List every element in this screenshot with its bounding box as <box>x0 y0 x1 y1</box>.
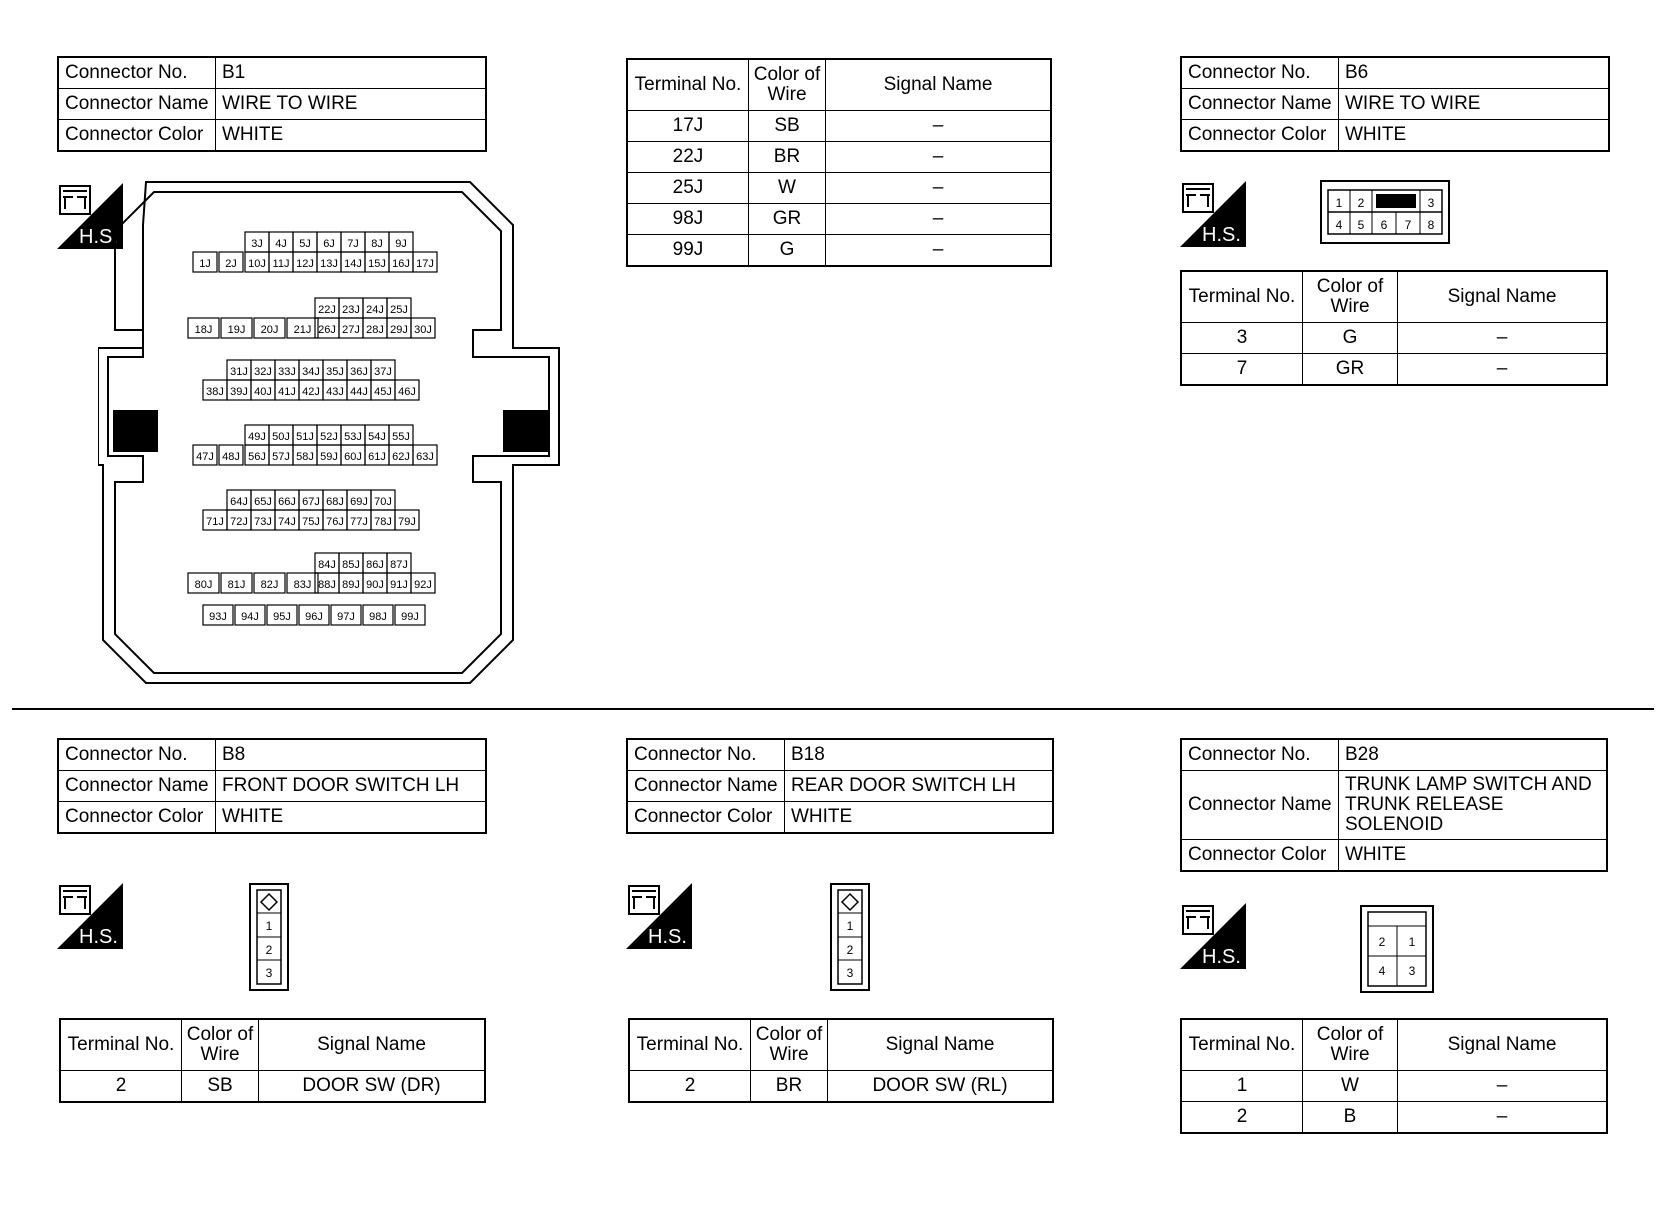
b18-pin-1: 1 <box>846 919 854 933</box>
signal-name-cell: – <box>1398 354 1608 386</box>
b1-pin-label: 27J <box>342 324 360 336</box>
b1-pin-label: 98J <box>369 611 387 623</box>
b1-pin-label: 17J <box>416 258 434 270</box>
b1-pin-label: 35J <box>326 366 344 378</box>
b1-pin-label: 63J <box>416 451 434 463</box>
wire-color-cell: SB <box>749 111 826 142</box>
terminal-no-cell: 25J <box>627 173 749 204</box>
b1-pin-label: 53J <box>344 431 362 443</box>
b28-pin-1: 1 <box>1408 935 1416 949</box>
b1-pin-label: 89J <box>342 579 360 591</box>
terminal-no-cell: 3 <box>1181 323 1303 354</box>
b1-pin-label: 86J <box>366 559 384 571</box>
terminal-no-cell: 17J <box>627 111 749 142</box>
hs-badge-label: H.S. <box>1202 946 1241 968</box>
b1-pin-label: 39J <box>230 386 248 398</box>
b1-pin-label: 43J <box>326 386 344 398</box>
terminal-row <box>60 1071 485 1103</box>
b1-pin-label: 54J <box>368 431 386 443</box>
b1-pin-label: 81J <box>227 579 246 591</box>
b1-pin-label: 94J <box>241 611 259 623</box>
b1-pin-label: 64J <box>230 496 248 508</box>
connector-no-label: Connector No. <box>1181 57 1339 89</box>
b1-pin-label: 11J <box>272 258 290 270</box>
terminal-no-cell: 7 <box>1181 354 1303 386</box>
b1-pin-label: 71J <box>206 516 224 528</box>
b1-pin-label: 28J <box>366 324 384 336</box>
connector-no-label: Connector No. <box>1181 739 1339 771</box>
terminal-row <box>1181 323 1607 354</box>
b1-connector-name: WIRE TO WIRE <box>216 89 487 120</box>
b1-pin-label: 49J <box>248 431 266 443</box>
b1-pin-label: 10J <box>248 258 266 270</box>
connector-color-label: Connector Color <box>627 802 785 834</box>
terminal-no-cell: 98J <box>627 204 749 235</box>
b1-pin-label: 57J <box>272 451 290 463</box>
b8-connector-name: FRONT DOOR SWITCH LH <box>216 771 487 802</box>
b1-pin-label: 78J <box>374 516 392 528</box>
color-of-wire-header: Color of Wire <box>182 1019 259 1071</box>
b6-pin-8: 8 <box>1427 218 1435 232</box>
b6-pin-3: 3 <box>1427 196 1435 210</box>
wire-color-cell: W <box>749 173 826 204</box>
b6-pin-2: 2 <box>1357 196 1365 210</box>
b18-pin-3: 3 <box>846 966 854 980</box>
b1-pin-label: 55J <box>392 431 410 443</box>
connector-name-label: Connector Name <box>1181 771 1339 840</box>
connector-name-label: Connector Name <box>58 771 216 802</box>
b1-pin-label: 15J <box>368 258 386 270</box>
hs-badge-label: H.S. <box>79 226 118 248</box>
b1-pin-label: 74J <box>278 516 296 528</box>
b1-pin-label: 72J <box>230 516 248 528</box>
connector-no-label: Connector No. <box>627 739 785 771</box>
b1-pin-label: 82J <box>260 579 279 591</box>
b1-pin-label: 38J <box>206 386 224 398</box>
b8-connector-color: WHITE <box>216 802 487 834</box>
b6-terminal-table <box>1180 270 1608 386</box>
signal-name-header: Signal Name <box>828 1019 1054 1071</box>
b1-pin-label: 31J <box>230 366 248 378</box>
color-of-wire-header: Color of Wire <box>1303 271 1398 323</box>
terminal-no-cell: 2 <box>1181 1102 1303 1134</box>
b1-pin-label: 69J <box>350 496 368 508</box>
b1-pin-label: 62J <box>392 451 410 463</box>
b18-pin-2: 2 <box>846 943 854 957</box>
b28-pin-3: 3 <box>1408 964 1416 978</box>
b1-pin-label: 12J <box>296 258 314 270</box>
b1-pin-label: 22J <box>318 304 336 316</box>
connector-hs-icon <box>1180 181 1246 247</box>
b6-connector-no: B6 <box>1339 57 1610 89</box>
wire-color-cell: SB <box>182 1071 259 1103</box>
connector-no-label: Connector No. <box>58 739 216 771</box>
wire-color-cell: BR <box>749 142 826 173</box>
connector-name-label: Connector Name <box>1181 89 1339 120</box>
b1-pin-label: 18J <box>194 324 213 336</box>
b6-pin-4: 4 <box>1335 218 1343 232</box>
b6-connector-name: WIRE TO WIRE <box>1339 89 1610 120</box>
b28-connector-no: B28 <box>1339 739 1608 771</box>
b18-connector-info <box>626 738 1054 834</box>
connector-hs-icon <box>1180 903 1246 969</box>
b1-pin-label: 8J <box>371 238 383 250</box>
b1-pin-label: 33J <box>278 366 296 378</box>
b1-pin-label: 61J <box>368 451 386 463</box>
color-of-wire-header: Color of Wire <box>749 59 826 111</box>
terminal-row <box>1181 354 1607 386</box>
b1-pin-label: 25J <box>390 304 408 316</box>
terminal-no-header: Terminal No. <box>1181 271 1303 323</box>
terminal-row <box>629 1071 1053 1103</box>
b1-terminal-table <box>626 58 1052 267</box>
b1-pin-label: 6J <box>323 238 335 250</box>
b1-pin-label: 26J <box>318 324 336 336</box>
wire-color-cell: W <box>1303 1071 1398 1102</box>
b1-pin-label: 5J <box>299 238 311 250</box>
b28-connector-name: TRUNK LAMP SWITCH AND TRUNK RELEASE SOLENOID <box>1339 771 1608 840</box>
terminal-no-header: Terminal No. <box>60 1019 182 1071</box>
hs-badge-label: H.S. <box>648 926 687 948</box>
b28-pin-2: 2 <box>1378 935 1386 949</box>
b1-pin-label: 65J <box>254 496 272 508</box>
signal-name-cell: – <box>826 173 1052 204</box>
b1-connector-info <box>57 56 487 152</box>
signal-name-header: Signal Name <box>259 1019 486 1071</box>
b1-connector-color: WHITE <box>216 120 487 152</box>
b6-pin-1: 1 <box>1335 196 1343 210</box>
b1-pin-label: 48J <box>222 451 240 463</box>
b6-connector-color: WHITE <box>1339 120 1610 152</box>
b1-pin-label: 90J <box>366 579 384 591</box>
b1-pin-label: 30J <box>414 324 432 336</box>
terminal-row <box>627 142 1051 173</box>
terminal-no-cell: 1 <box>1181 1071 1303 1102</box>
b1-pin-label: 46J <box>398 386 416 398</box>
b18-connector-no: B18 <box>785 739 1054 771</box>
terminal-no-header: Terminal No. <box>1181 1019 1303 1071</box>
b1-pin-label: 37J <box>374 366 392 378</box>
b1-pin-label: 66J <box>278 496 296 508</box>
hs-badge-label: H.S. <box>79 926 118 948</box>
signal-name-cell: – <box>826 142 1052 173</box>
b1-pin-label: 1J <box>199 258 211 270</box>
b1-pin-label: 23J <box>342 304 360 316</box>
b1-pin-label: 70J <box>374 496 392 508</box>
b8-pin-2: 2 <box>265 943 273 957</box>
b1-pin-label: 58J <box>296 451 314 463</box>
b1-pin-label: 29J <box>390 324 408 336</box>
signal-name-header: Signal Name <box>826 59 1052 111</box>
connector-color-label: Connector Color <box>1181 120 1339 152</box>
b1-pin-label: 59J <box>320 451 338 463</box>
connector-color-label: Connector Color <box>58 802 216 834</box>
b1-pin-label: 7J <box>347 238 359 250</box>
terminal-no-cell: 22J <box>627 142 749 173</box>
signal-name-cell: DOOR SW (RL) <box>828 1071 1054 1103</box>
b1-pin-label: 16J <box>392 258 410 270</box>
b1-pin-label: 99J <box>401 611 419 623</box>
b1-pin-label: 20J <box>260 324 279 336</box>
b8-pin-3: 3 <box>265 966 273 980</box>
b1-pin-label: 68J <box>326 496 344 508</box>
terminal-row <box>1181 1071 1607 1102</box>
b1-pin-label: 75J <box>302 516 320 528</box>
b8-terminal-table <box>59 1018 486 1103</box>
color-of-wire-header: Color of Wire <box>751 1019 828 1071</box>
b18-connector-face <box>830 883 870 991</box>
b6-connector-info <box>1180 56 1610 152</box>
terminal-row <box>1181 1102 1607 1134</box>
b1-pin-label: 36J <box>350 366 368 378</box>
terminal-row <box>627 111 1051 142</box>
b1-pin-label: 50J <box>272 431 290 443</box>
b1-pin-label: 13J <box>320 258 338 270</box>
b18-terminal-table <box>628 1018 1054 1103</box>
connector-hs-icon <box>626 883 692 949</box>
b1-pin-label: 2J <box>225 258 237 270</box>
hs-badge-label: H.S. <box>1202 224 1241 246</box>
b1-pin-label: 80J <box>194 579 213 591</box>
terminal-no-header: Terminal No. <box>627 59 749 111</box>
wire-color-cell: G <box>1303 323 1398 354</box>
b8-connector-no: B8 <box>216 739 487 771</box>
b1-pin-label: 19J <box>227 324 246 336</box>
signal-name-cell: – <box>826 111 1052 142</box>
wire-color-cell: GR <box>1303 354 1398 386</box>
b1-pin-label: 24J <box>366 304 384 316</box>
b6-connector-face <box>1320 180 1450 244</box>
b1-pin-label: 45J <box>374 386 392 398</box>
signal-name-cell: DOOR SW (DR) <box>259 1071 486 1103</box>
b6-pin-7: 7 <box>1404 218 1412 232</box>
signal-name-cell: – <box>826 235 1052 267</box>
b1-pin-label: 51J <box>296 431 314 443</box>
terminal-row <box>627 235 1051 267</box>
connector-hs-icon <box>57 883 123 949</box>
b1-pin-label: 95J <box>273 611 291 623</box>
terminal-row <box>627 173 1051 204</box>
section-divider <box>12 708 1654 710</box>
wire-color-cell: BR <box>751 1071 828 1103</box>
signal-name-header: Signal Name <box>1398 271 1608 323</box>
b28-pin-4: 4 <box>1378 964 1386 978</box>
b8-connector-info <box>57 738 487 834</box>
b1-pin-label: 9J <box>395 238 407 250</box>
b6-pin-6: 6 <box>1380 218 1388 232</box>
b28-connector-info <box>1180 738 1608 872</box>
b1-pin-label: 56J <box>248 451 266 463</box>
signal-name-cell: – <box>826 204 1052 235</box>
b18-connector-name: REAR DOOR SWITCH LH <box>785 771 1054 802</box>
b1-pin-label: 96J <box>305 611 323 623</box>
b18-connector-color: WHITE <box>785 802 1054 834</box>
b1-pin-label: 76J <box>326 516 344 528</box>
b1-pin-label: 42J <box>302 386 320 398</box>
b1-pin-label: 84J <box>318 559 336 571</box>
b1-pin-label: 47J <box>196 451 214 463</box>
b1-pin-label: 88J <box>318 579 336 591</box>
b1-pin-label: 85J <box>342 559 360 571</box>
b28-connector-face <box>1360 905 1434 993</box>
b1-pin-label: 87J <box>390 559 408 571</box>
b1-pin-label: 83J <box>293 579 312 591</box>
wire-color-cell: G <box>749 235 826 267</box>
b1-pin-label: 73J <box>254 516 272 528</box>
b1-connector-no: B1 <box>216 57 487 89</box>
b1-pin-label: 67J <box>302 496 320 508</box>
b8-connector-face <box>249 883 289 991</box>
b1-pin-label: 60J <box>344 451 362 463</box>
b1-pin-label: 93J <box>209 611 227 623</box>
b1-pin-label: 32J <box>254 366 272 378</box>
b8-pin-1: 1 <box>265 919 273 933</box>
signal-name-header: Signal Name <box>1398 1019 1608 1071</box>
b1-pin-label: 91J <box>390 579 408 591</box>
b1-pin-label: 21J <box>293 324 312 336</box>
b1-pin-label: 34J <box>302 366 320 378</box>
connector-no-label: Connector No. <box>58 57 216 89</box>
signal-name-cell: – <box>1398 1071 1608 1102</box>
b1-connector-face <box>98 180 563 685</box>
b1-pin-label: 77J <box>350 516 368 528</box>
terminal-row <box>627 204 1051 235</box>
connector-color-label: Connector Color <box>1181 840 1339 872</box>
b1-pin-label: 3J <box>251 238 263 250</box>
connector-name-label: Connector Name <box>627 771 785 802</box>
connector-color-label: Connector Color <box>58 120 216 152</box>
b28-terminal-table <box>1180 1018 1608 1134</box>
wire-color-cell: GR <box>749 204 826 235</box>
b1-pin-label: 79J <box>398 516 416 528</box>
terminal-no-cell: 99J <box>627 235 749 267</box>
b28-connector-color: WHITE <box>1339 840 1608 872</box>
terminal-no-header: Terminal No. <box>629 1019 751 1071</box>
signal-name-cell: – <box>1398 1102 1608 1134</box>
b1-pin-label: 97J <box>337 611 355 623</box>
b1-pin-label: 92J <box>414 579 432 591</box>
wire-color-cell: B <box>1303 1102 1398 1134</box>
connector-name-label: Connector Name <box>58 89 216 120</box>
b1-pin-label: 52J <box>320 431 338 443</box>
signal-name-cell: – <box>1398 323 1608 354</box>
terminal-no-cell: 2 <box>629 1071 751 1103</box>
b1-pin-label: 44J <box>350 386 368 398</box>
b1-pin-label: 4J <box>275 238 287 250</box>
terminal-no-cell: 2 <box>60 1071 182 1103</box>
b6-pin-5: 5 <box>1357 218 1365 232</box>
b1-pin-label: 40J <box>254 386 272 398</box>
b1-pin-label: 14J <box>344 258 362 270</box>
color-of-wire-header: Color of Wire <box>1303 1019 1398 1071</box>
b1-pin-label: 41J <box>278 386 296 398</box>
